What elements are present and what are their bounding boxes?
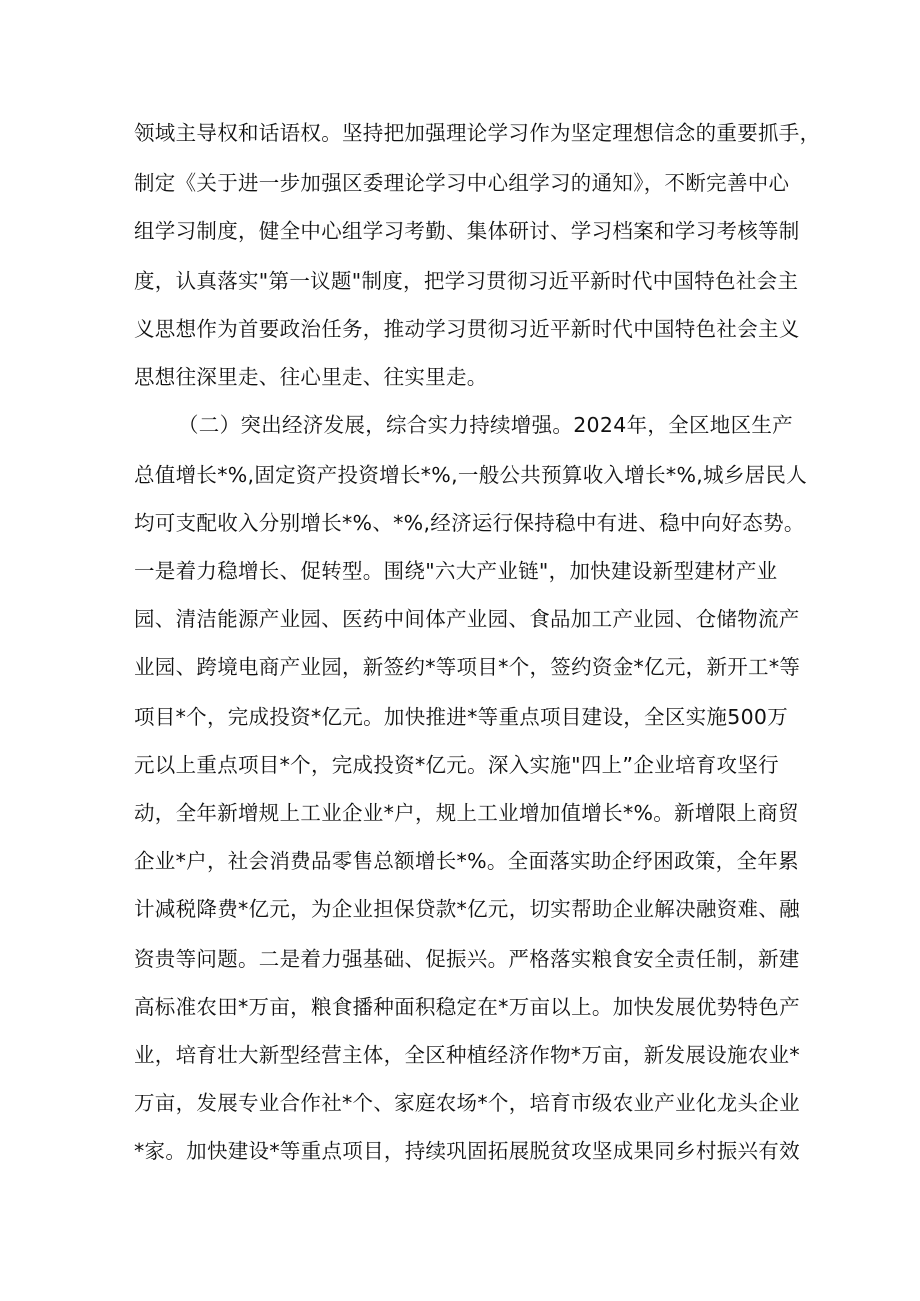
text-line: 业，培育壮大新型经营主体，全区种植经济作物*万亩，新发展设施农业* bbox=[134, 1043, 800, 1067]
text-line: *家。加快建设*等重点项目，持续巩固拓展脱贫攻坚成果同乡村振兴有效 bbox=[134, 1139, 800, 1163]
text-line: 均可支配收入分别增长*%、*%,经济运行保持稳中有进、稳中向好态势。 bbox=[134, 511, 805, 535]
text-line: 动，全年新增规上工业企业*户，规上工业增加值增长*%。新增限上商贸 bbox=[134, 801, 799, 825]
text-line: 度，认真落实"第一议题"制度，把学习贯彻习近平新时代中国特色社会主 bbox=[134, 269, 799, 293]
text-line: 园、清洁能源产业园、医药中间体产业园、食品加工产业园、仓储物流产 bbox=[134, 607, 800, 631]
text-line: 高标准农田*万亩，粮食播种面积稳定在*万亩以上。加快发展优势特色产 bbox=[134, 995, 800, 1019]
text-line: 义思想作为首要政治任务，推动学习贯彻习近平新时代中国特色社会主义 bbox=[134, 317, 800, 341]
text-line: 企业*户，社会消费品零售总额增长*%。全面落实助企纾困政策，全年累 bbox=[134, 849, 799, 873]
text-line: 万亩，发展专业合作社*个、家庭农场*个，培育市级农业产业化龙头企业 bbox=[134, 1091, 800, 1115]
section-heading-line: （二）突出经济发展，综合实力持续增强。2024年，全区地区生产 bbox=[178, 413, 793, 437]
text-line: 制定《关于进一步加强区委理论学习中心组学习的通知》，不断完善中心 bbox=[134, 171, 790, 195]
text-line: 计减税降费*亿元，为企业担保贷款*亿元，切实帮助企业解决融资难、融 bbox=[134, 897, 800, 921]
text-line: 组学习制度，健全中心组学习考勤、集体研讨、学习档案和学习考核等制 bbox=[134, 219, 800, 243]
text-line: 思想往深里走、往心里走、往实里走。 bbox=[134, 365, 488, 389]
text-line: 一是着力稳增长、促转型。围绕"六大产业链"，加快建设新型建材产业 bbox=[134, 559, 778, 583]
text-line: 项目*个，完成投资*亿元。加快推进*等重点项目建设，全区实施500万 bbox=[134, 705, 789, 729]
text-line: 资贵等问题。二是着力强基础、促振兴。严格落实粮食安全责任制，新建 bbox=[134, 947, 800, 971]
text-line: 领域主导权和话语权。坚持把加强理论学习作为坚定理想信念的重要抓手， bbox=[134, 121, 821, 145]
text-line: 总值增长*%,固定资产投资增长*%,一般公共预算收入增长*%,城乡居民人 bbox=[134, 463, 808, 487]
text-line: 业园、跨境电商产业园，新签约*等项目*个，签约资金*亿元，新开工*等 bbox=[134, 655, 801, 679]
text-line: 元以上重点项目*个，完成投资*亿元。深入实施"四上”企业培育攻坚行 bbox=[134, 753, 779, 777]
